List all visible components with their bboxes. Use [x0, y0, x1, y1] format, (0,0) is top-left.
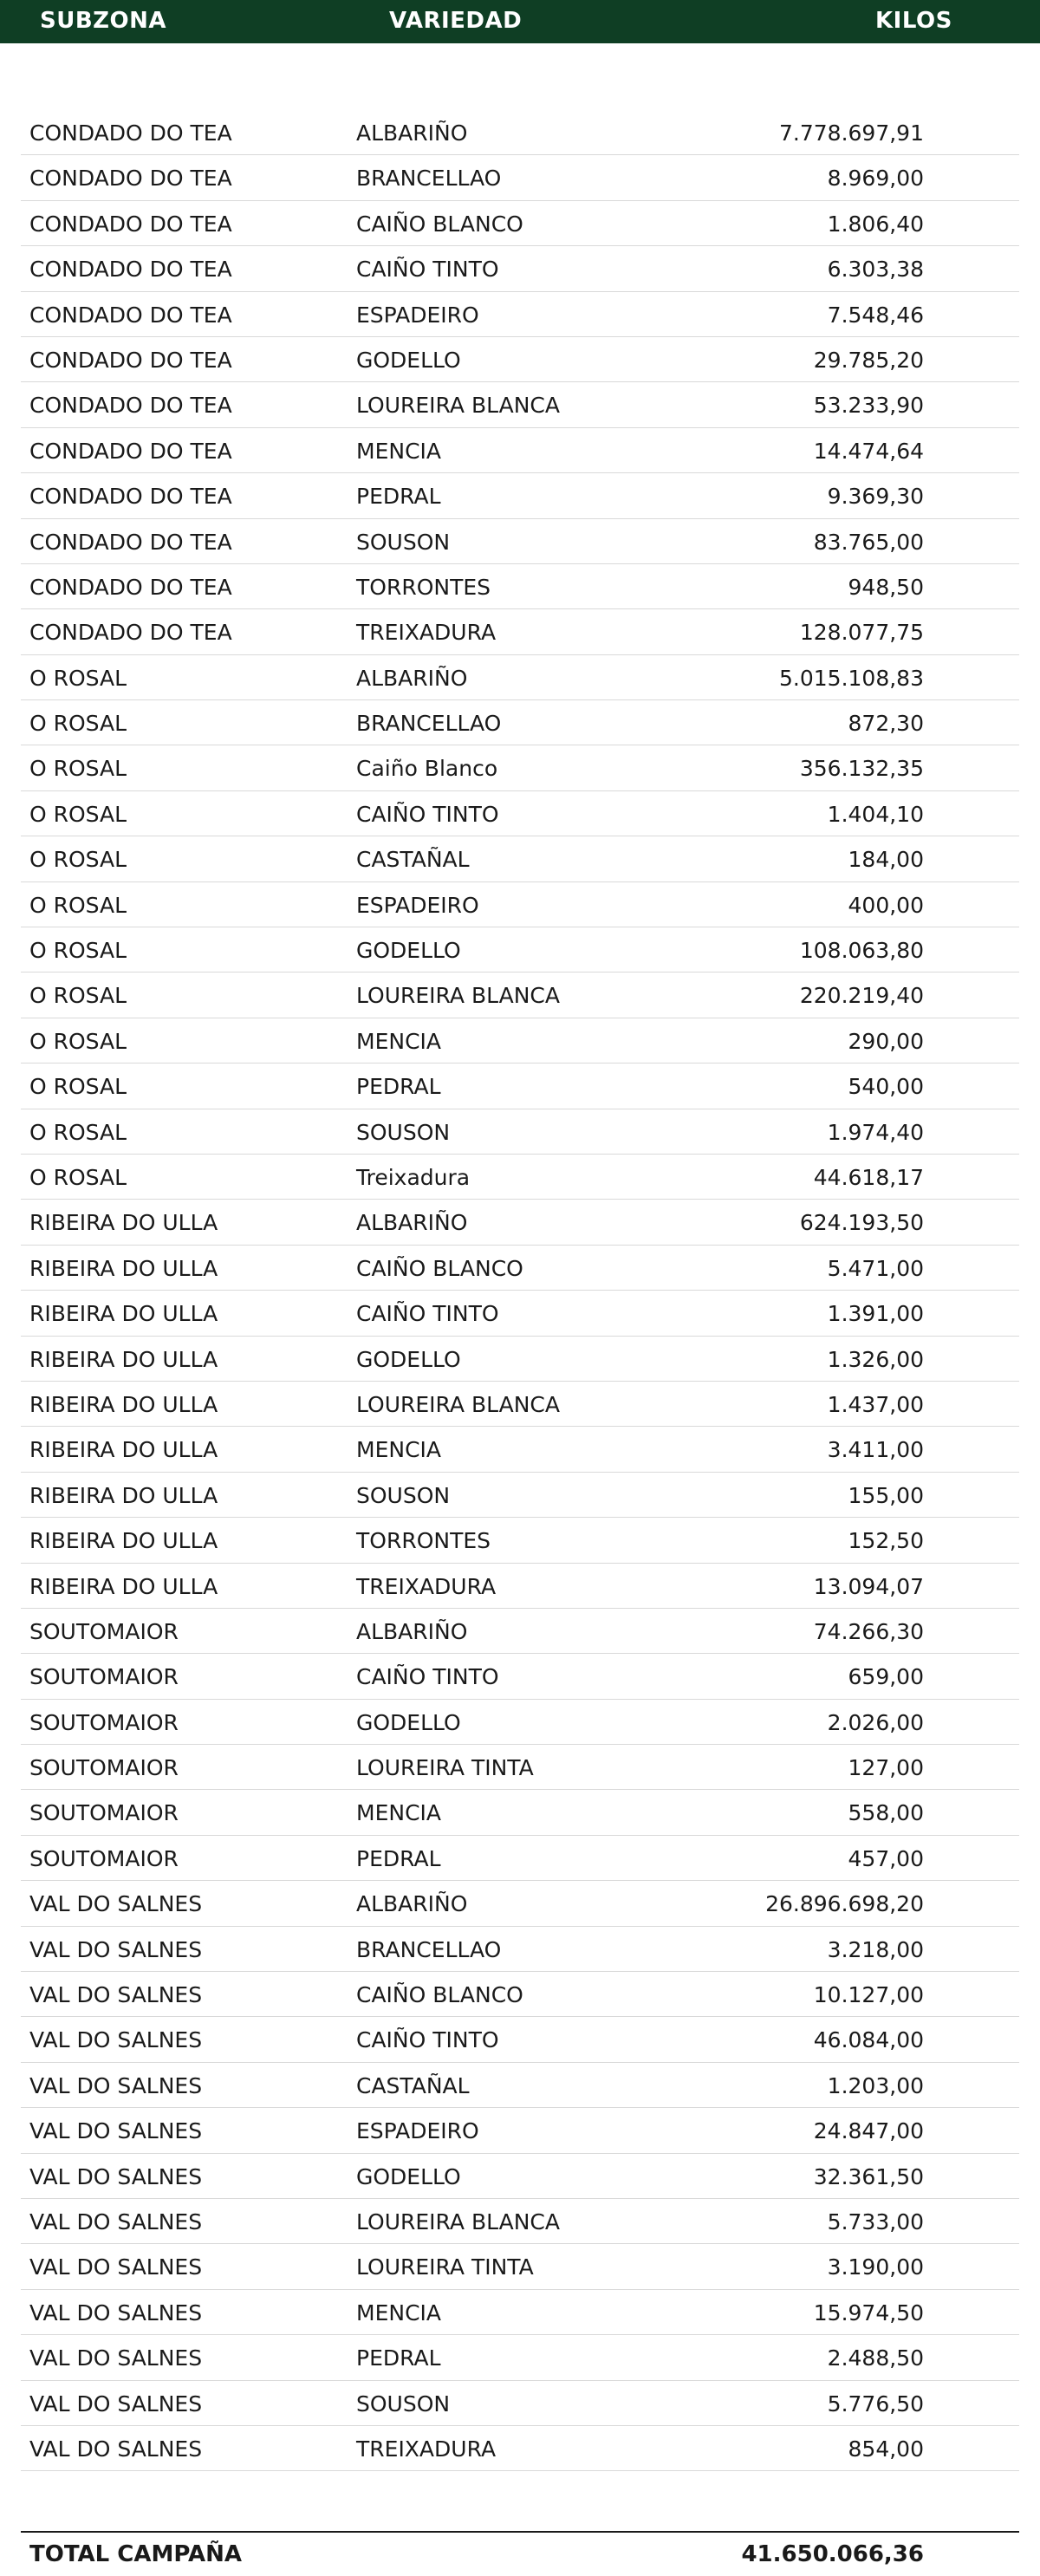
table-row — [21, 1881, 1019, 1926]
cell-kilos: 14.474,64 — [813, 438, 924, 464]
cell-kilos: 32.361,50 — [813, 2163, 924, 2189]
cell-variedad: ALBARIÑO — [356, 665, 468, 691]
cell-kilos: 44.618,17 — [813, 1164, 924, 1190]
table-row — [21, 428, 1019, 473]
table-row — [21, 1609, 1019, 1654]
total-value: 41.650.066,36 — [741, 2541, 924, 2567]
cell-variedad: CASTAÑAL — [356, 847, 470, 873]
cell-subzona: VAL DO SALNES — [29, 2027, 203, 2053]
table-row — [21, 564, 1019, 609]
cell-variedad: SOUSON — [356, 1119, 451, 1145]
cell-variedad: CAIÑO TINTO — [356, 2027, 499, 2053]
cell-kilos: 1.404,10 — [827, 801, 924, 827]
cell-subzona: VAL DO SALNES — [29, 1936, 203, 1962]
cell-variedad: ALBARIÑO — [356, 1210, 468, 1236]
cell-variedad: LOUREIRA BLANCA — [356, 393, 560, 419]
cell-kilos: 1.391,00 — [827, 1301, 924, 1327]
cell-subzona: SOUTOMAIOR — [29, 1845, 179, 1871]
table-row — [21, 1927, 1019, 1972]
cell-subzona: SOUTOMAIOR — [29, 1755, 179, 1781]
cell-subzona: O ROSAL — [29, 892, 127, 918]
cell-kilos: 13.094,07 — [813, 1573, 924, 1599]
cell-variedad: GODELLO — [356, 1709, 461, 1735]
cell-subzona: CONDADO DO TEA — [29, 438, 232, 464]
cell-subzona: VAL DO SALNES — [29, 2345, 203, 2371]
table-row — [21, 836, 1019, 881]
cell-subzona: CONDADO DO TEA — [29, 166, 232, 192]
cell-kilos: 558,00 — [848, 1800, 924, 1826]
cell-kilos: 5.015.108,83 — [779, 665, 924, 691]
cell-variedad: LOUREIRA BLANCA — [356, 1391, 560, 1417]
table-row — [21, 473, 1019, 518]
cell-variedad: CAIÑO TINTO — [356, 801, 499, 827]
cell-kilos: 5.776,50 — [827, 2391, 924, 2417]
table-row — [21, 246, 1019, 291]
cell-variedad: GODELLO — [356, 2163, 461, 2189]
cell-kilos: 15.974,50 — [813, 2300, 924, 2326]
cell-subzona: RIBEIRA DO ULLA — [29, 1528, 218, 1554]
cell-variedad: SOUSON — [356, 529, 451, 555]
cell-variedad: BRANCELLAO — [356, 166, 502, 192]
cell-subzona: VAL DO SALNES — [29, 2300, 203, 2326]
cell-subzona: O ROSAL — [29, 1119, 127, 1145]
cell-kilos: 1.974,40 — [827, 1119, 924, 1145]
table-row — [21, 1836, 1019, 1881]
table-row — [21, 110, 1019, 155]
cell-kilos: 1.437,00 — [827, 1391, 924, 1417]
cell-variedad: PEDRAL — [356, 1845, 441, 1871]
cell-kilos: 356.132,35 — [799, 756, 924, 782]
table-row — [21, 337, 1019, 382]
cell-variedad: TREIXADURA — [356, 1573, 497, 1599]
cell-subzona: RIBEIRA DO ULLA — [29, 1346, 218, 1372]
table-row — [21, 1473, 1019, 1518]
cell-kilos: 624.193,50 — [799, 1210, 924, 1236]
cell-kilos: 9.369,30 — [827, 484, 924, 510]
cell-variedad: CAIÑO TINTO — [356, 1664, 499, 1690]
cell-subzona: O ROSAL — [29, 801, 127, 827]
cell-subzona: O ROSAL — [29, 1164, 127, 1190]
table-row — [21, 1745, 1019, 1790]
cell-variedad: LOUREIRA BLANCA — [356, 2208, 560, 2234]
table-row — [21, 1382, 1019, 1427]
cell-kilos: 5.733,00 — [827, 2208, 924, 2234]
cell-subzona: RIBEIRA DO ULLA — [29, 1301, 218, 1327]
cell-variedad: CAIÑO TINTO — [356, 257, 499, 283]
cell-subzona: RIBEIRA DO ULLA — [29, 1255, 218, 1281]
table-row — [21, 2154, 1019, 2199]
cell-subzona: CONDADO DO TEA — [29, 484, 232, 510]
cell-kilos: 2.026,00 — [827, 1709, 924, 1735]
cell-kilos: 540,00 — [848, 1074, 924, 1100]
cell-kilos: 10.127,00 — [813, 1982, 924, 2008]
cell-variedad: ESPADEIRO — [356, 302, 479, 328]
table-row — [21, 1700, 1019, 1745]
cell-kilos: 127,00 — [848, 1755, 924, 1781]
table-row — [21, 1291, 1019, 1336]
table-row — [21, 2426, 1019, 2471]
table-row — [21, 655, 1019, 700]
cell-subzona: CONDADO DO TEA — [29, 393, 232, 419]
cell-variedad: MENCIA — [356, 438, 441, 464]
cell-subzona: VAL DO SALNES — [29, 2436, 203, 2462]
cell-subzona: O ROSAL — [29, 665, 127, 691]
table-row — [21, 2017, 1019, 2062]
cell-kilos: 2.488,50 — [827, 2345, 924, 2371]
table-row — [21, 201, 1019, 246]
cell-subzona: O ROSAL — [29, 938, 127, 964]
cell-subzona: O ROSAL — [29, 1028, 127, 1054]
cell-kilos: 872,30 — [848, 711, 924, 737]
cell-subzona: CONDADO DO TEA — [29, 302, 232, 328]
table-row — [21, 382, 1019, 427]
table-row — [21, 2244, 1019, 2289]
table-row — [21, 2335, 1019, 2380]
cell-kilos: 24.847,00 — [813, 2118, 924, 2144]
cell-kilos: 400,00 — [848, 892, 924, 918]
cell-subzona: RIBEIRA DO ULLA — [29, 1482, 218, 1508]
cell-kilos: 290,00 — [848, 1028, 924, 1054]
cell-variedad: TREIXADURA — [356, 620, 497, 646]
cell-subzona: VAL DO SALNES — [29, 2118, 203, 2144]
cell-variedad: TREIXADURA — [356, 2436, 497, 2462]
table-row — [21, 973, 1019, 1018]
cell-kilos: 659,00 — [848, 1664, 924, 1690]
cell-variedad: MENCIA — [356, 2300, 441, 2326]
table-row — [21, 1972, 1019, 2017]
cell-kilos: 854,00 — [848, 2436, 924, 2462]
total-label: TOTAL CAMPAÑA — [29, 2541, 243, 2567]
cell-subzona: O ROSAL — [29, 847, 127, 873]
table-row — [21, 1018, 1019, 1064]
cell-kilos: 6.303,38 — [827, 257, 924, 283]
table-row — [21, 1790, 1019, 1835]
cell-subzona: RIBEIRA DO ULLA — [29, 1391, 218, 1417]
table-row — [21, 609, 1019, 654]
table-row — [21, 2108, 1019, 2153]
cell-variedad: Caiño Blanco — [356, 756, 498, 782]
cell-kilos: 46.084,00 — [813, 2027, 924, 2053]
cell-subzona: CONDADO DO TEA — [29, 211, 232, 237]
cell-subzona: VAL DO SALNES — [29, 2208, 203, 2234]
cell-variedad: BRANCELLAO — [356, 711, 502, 737]
cell-variedad: LOUREIRA TINTA — [356, 2254, 534, 2280]
cell-subzona: O ROSAL — [29, 711, 127, 737]
cell-variedad: LOUREIRA BLANCA — [356, 983, 560, 1009]
cell-kilos: 155,00 — [848, 1482, 924, 1508]
cell-variedad: GODELLO — [356, 1346, 461, 1372]
cell-kilos: 3.190,00 — [827, 2254, 924, 2280]
cell-subzona: RIBEIRA DO ULLA — [29, 1437, 218, 1463]
cell-subzona: VAL DO SALNES — [29, 2163, 203, 2189]
cell-variedad: ALBARIÑO — [356, 1891, 468, 1917]
cell-kilos: 8.969,00 — [827, 166, 924, 192]
cell-kilos: 1.806,40 — [827, 211, 924, 237]
table-row — [21, 292, 1019, 337]
cell-kilos: 128.077,75 — [799, 620, 924, 646]
cell-subzona: SOUTOMAIOR — [29, 1800, 179, 1826]
table-row — [21, 700, 1019, 745]
cell-variedad: PEDRAL — [356, 484, 441, 510]
cell-variedad: MENCIA — [356, 1800, 441, 1826]
cell-subzona: SOUTOMAIOR — [29, 1664, 179, 1690]
cell-variedad: Treixadura — [356, 1164, 471, 1190]
table-row — [21, 155, 1019, 200]
cell-subzona: VAL DO SALNES — [29, 1982, 203, 2008]
cell-subzona: O ROSAL — [29, 983, 127, 1009]
table-row — [21, 1427, 1019, 1472]
cell-subzona: RIBEIRA DO ULLA — [29, 1210, 218, 1236]
table-row — [21, 519, 1019, 564]
cell-variedad: CAIÑO TINTO — [356, 1301, 499, 1327]
table-row — [21, 1246, 1019, 1291]
table-row — [21, 1518, 1019, 1563]
table-row — [21, 2199, 1019, 2244]
cell-kilos: 83.765,00 — [813, 529, 924, 555]
cell-subzona: RIBEIRA DO ULLA — [29, 1573, 218, 1599]
cell-subzona: CONDADO DO TEA — [29, 257, 232, 283]
table-row — [21, 745, 1019, 790]
cell-variedad: CAIÑO BLANCO — [356, 1982, 523, 2008]
cell-kilos: 220.219,40 — [799, 983, 924, 1009]
table-row — [21, 1109, 1019, 1155]
cell-variedad: TORRONTES — [356, 1528, 491, 1554]
cell-kilos: 3.411,00 — [827, 1437, 924, 1463]
table-row — [21, 791, 1019, 836]
cell-variedad: GODELLO — [356, 347, 461, 373]
table-row — [21, 1064, 1019, 1109]
cell-subzona: VAL DO SALNES — [29, 2254, 203, 2280]
cell-variedad: PEDRAL — [356, 1074, 441, 1100]
header-variedad: VARIEDAD — [389, 8, 523, 34]
cell-kilos: 7.778.697,91 — [779, 120, 924, 146]
cell-kilos: 7.548,46 — [827, 302, 924, 328]
cell-variedad: GODELLO — [356, 938, 461, 964]
cell-variedad: CASTAÑAL — [356, 2072, 470, 2098]
table-row — [21, 1155, 1019, 1200]
table-row — [21, 2290, 1019, 2335]
table-row — [21, 1337, 1019, 1382]
cell-kilos: 1.203,00 — [827, 2072, 924, 2098]
cell-variedad: SOUSON — [356, 2391, 451, 2417]
table-row — [21, 1200, 1019, 1245]
cell-kilos: 108.063,80 — [799, 938, 924, 964]
cell-kilos: 457,00 — [848, 1845, 924, 1871]
table-header — [0, 0, 1040, 43]
table-body — [21, 110, 1019, 2471]
cell-subzona: VAL DO SALNES — [29, 1891, 203, 1917]
cell-kilos: 74.266,30 — [813, 1618, 924, 1644]
cell-subzona: VAL DO SALNES — [29, 2072, 203, 2098]
cell-variedad: CAIÑO BLANCO — [356, 211, 523, 237]
cell-kilos: 948,50 — [848, 574, 924, 600]
cell-variedad: PEDRAL — [356, 2345, 441, 2371]
table-row — [21, 1564, 1019, 1609]
cell-kilos: 53.233,90 — [813, 393, 924, 419]
cell-variedad: MENCIA — [356, 1028, 441, 1054]
table-row — [21, 2381, 1019, 2426]
cell-variedad: ESPADEIRO — [356, 2118, 479, 2144]
cell-kilos: 1.326,00 — [827, 1346, 924, 1372]
header-kilos: KILOS — [875, 8, 952, 34]
table-row — [21, 927, 1019, 973]
cell-subzona: CONDADO DO TEA — [29, 529, 232, 555]
cell-subzona: SOUTOMAIOR — [29, 1618, 179, 1644]
cell-variedad: TORRONTES — [356, 574, 491, 600]
cell-variedad: CAIÑO BLANCO — [356, 1255, 523, 1281]
table-row — [21, 2063, 1019, 2108]
cell-variedad: BRANCELLAO — [356, 1936, 502, 1962]
cell-variedad: SOUSON — [356, 1482, 451, 1508]
cell-kilos: 26.896.698,20 — [765, 1891, 924, 1917]
cell-subzona: O ROSAL — [29, 756, 127, 782]
total-row — [21, 2531, 1019, 2574]
cell-variedad: MENCIA — [356, 1437, 441, 1463]
header-subzona: SUBZONA — [40, 8, 166, 34]
cell-variedad: ESPADEIRO — [356, 892, 479, 918]
cell-kilos: 152,50 — [848, 1528, 924, 1554]
cell-variedad: ALBARIÑO — [356, 120, 468, 146]
cell-subzona: VAL DO SALNES — [29, 2391, 203, 2417]
table-row — [21, 1654, 1019, 1699]
cell-kilos: 3.218,00 — [827, 1936, 924, 1962]
cell-subzona: SOUTOMAIOR — [29, 1709, 179, 1735]
cell-subzona: CONDADO DO TEA — [29, 347, 232, 373]
cell-subzona: O ROSAL — [29, 1074, 127, 1100]
cell-variedad: LOUREIRA TINTA — [356, 1755, 534, 1781]
cell-subzona: CONDADO DO TEA — [29, 574, 232, 600]
cell-variedad: ALBARIÑO — [356, 1618, 468, 1644]
cell-kilos: 184,00 — [848, 847, 924, 873]
table-row — [21, 882, 1019, 927]
cell-subzona: CONDADO DO TEA — [29, 620, 232, 646]
cell-subzona: CONDADO DO TEA — [29, 120, 232, 146]
cell-kilos: 5.471,00 — [827, 1255, 924, 1281]
cell-kilos: 29.785,20 — [813, 347, 924, 373]
